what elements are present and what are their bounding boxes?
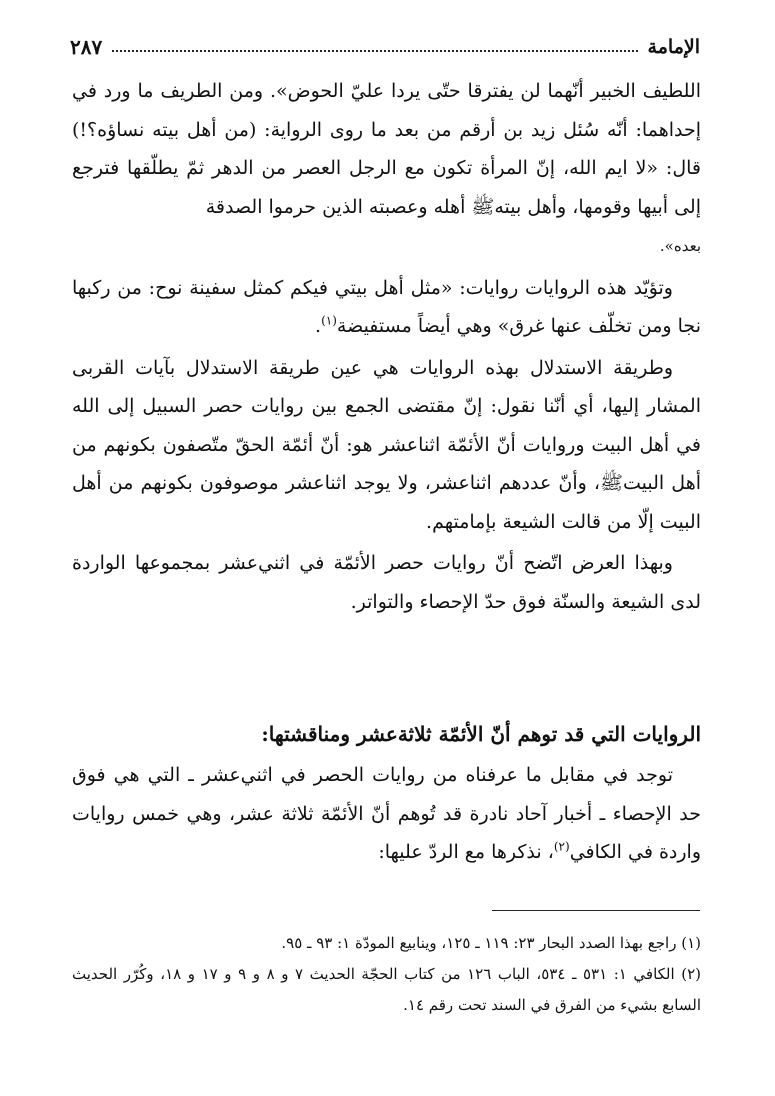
paragraph-2-end: . — [315, 315, 322, 337]
paragraph-4: وبهذا العرض اتّضح أنّ روايات حصر الأئمّة في اثني‌عشر بمجموعها الواردة لدى الشيعة والسنّة فوق حدّ الإحصاء والتواتر. — [72, 552, 701, 613]
paragraph-1-end: بعده». — [659, 237, 701, 255]
footnote-separator — [492, 910, 700, 911]
header-dot-leader — [112, 50, 637, 52]
section-paragraph-1-text: توجد في مقابل ما عرفناه من روايات الحصر في اثني‌عشر ـ التي هي فوق حد الإحصاء ـ أخبار آحاد نادرة قد تُوهم أنّ الأئمّة ثلاثة عشر، وهي خمس روايات واردة في الكافي — [72, 764, 701, 863]
paragraph-2-text: وتؤيّد هذه الروايات روايات: «مثل أهل بيتي فيكم كمثل سفينة نوح: من ركبها نجا ومن تخلّف عنها غرق» وهي أيضاً مستفيضة — [72, 276, 701, 337]
section-paragraph-1-end: ، نذكرها مع الردّ عليها: — [378, 841, 554, 863]
section-heading: الروايات التي قد توهم أنّ الأئمّة ثلاثةعشر ومناقشتها: — [261, 722, 701, 746]
paragraph-1 — [72, 72, 701, 266]
page-header — [70, 30, 700, 64]
paragraph-2 — [72, 269, 701, 346]
footnote-2: (٢) الكافي ١: ٥٣١ ـ ٥٣٤، الباب ١٢٦ من كتاب الحجّة الحديث ٧ و ٨ و ٩ و ١٧ و ١٨، وكُرّر الحديث السابع بشيء من الفرق في السند تحت رقم ١٤. — [72, 965, 702, 1014]
paragraph-1-text: اللطيف الخبير أنّهما لن يفترقا حتّى يردا عليّ الحوض». ومن الطريف ما ورد في إحداهما: أنّه سُئل زيد بن أرقم من بعد ما روى الرواية: (من أهل بيته نساؤه؟!) قال: «لا ايم الله، إنّ المرأة تكون مع الرجل العصر من الدهر ثمّ يطلّقها فترجع إلى أبيها وقومها، وأهل بيتهﷺ أهله وعصبته الذين حرموا الصدقة — [72, 80, 701, 218]
main-text — [72, 72, 701, 624]
section-text — [72, 756, 701, 872]
footnote-ref-2: (٢) — [553, 839, 570, 854]
footnote-ref-1: (١) — [321, 313, 337, 328]
section-paragraph-1 — [72, 756, 701, 872]
paragraph-3: وطريقة الاستدلال بهذه الروايات هي عين طريقة الاستدلال بآيات القربى المشار إليها، أي أنّنا نقول: إنّ مقتضى الجمع بين روايات حصر السبيل إلى الله في أهل البيت وروايات أنّ الأئمّة اثناعشر هو: أنّ أئمّة الحقّ متّصفون بكونهم من أهل البيتﷺ، وأنّ عددهم اثناعشر، ولا يوجد اثناعشر موصوفون بكونهم من أهل البيت إلّا من قالت الشيعة بإمامتهم. — [72, 356, 701, 533]
running-title: الإمامة — [647, 36, 700, 58]
footnote-1: (١) راجع بهذا الصدد البحار ٢٣: ١١٩ ـ ١٢٥، وينابيع المودّة ١: ٩٣ ـ ٩٥. — [281, 934, 701, 952]
footnotes — [72, 928, 701, 1021]
page-number: ٢٨٧ — [70, 35, 103, 59]
